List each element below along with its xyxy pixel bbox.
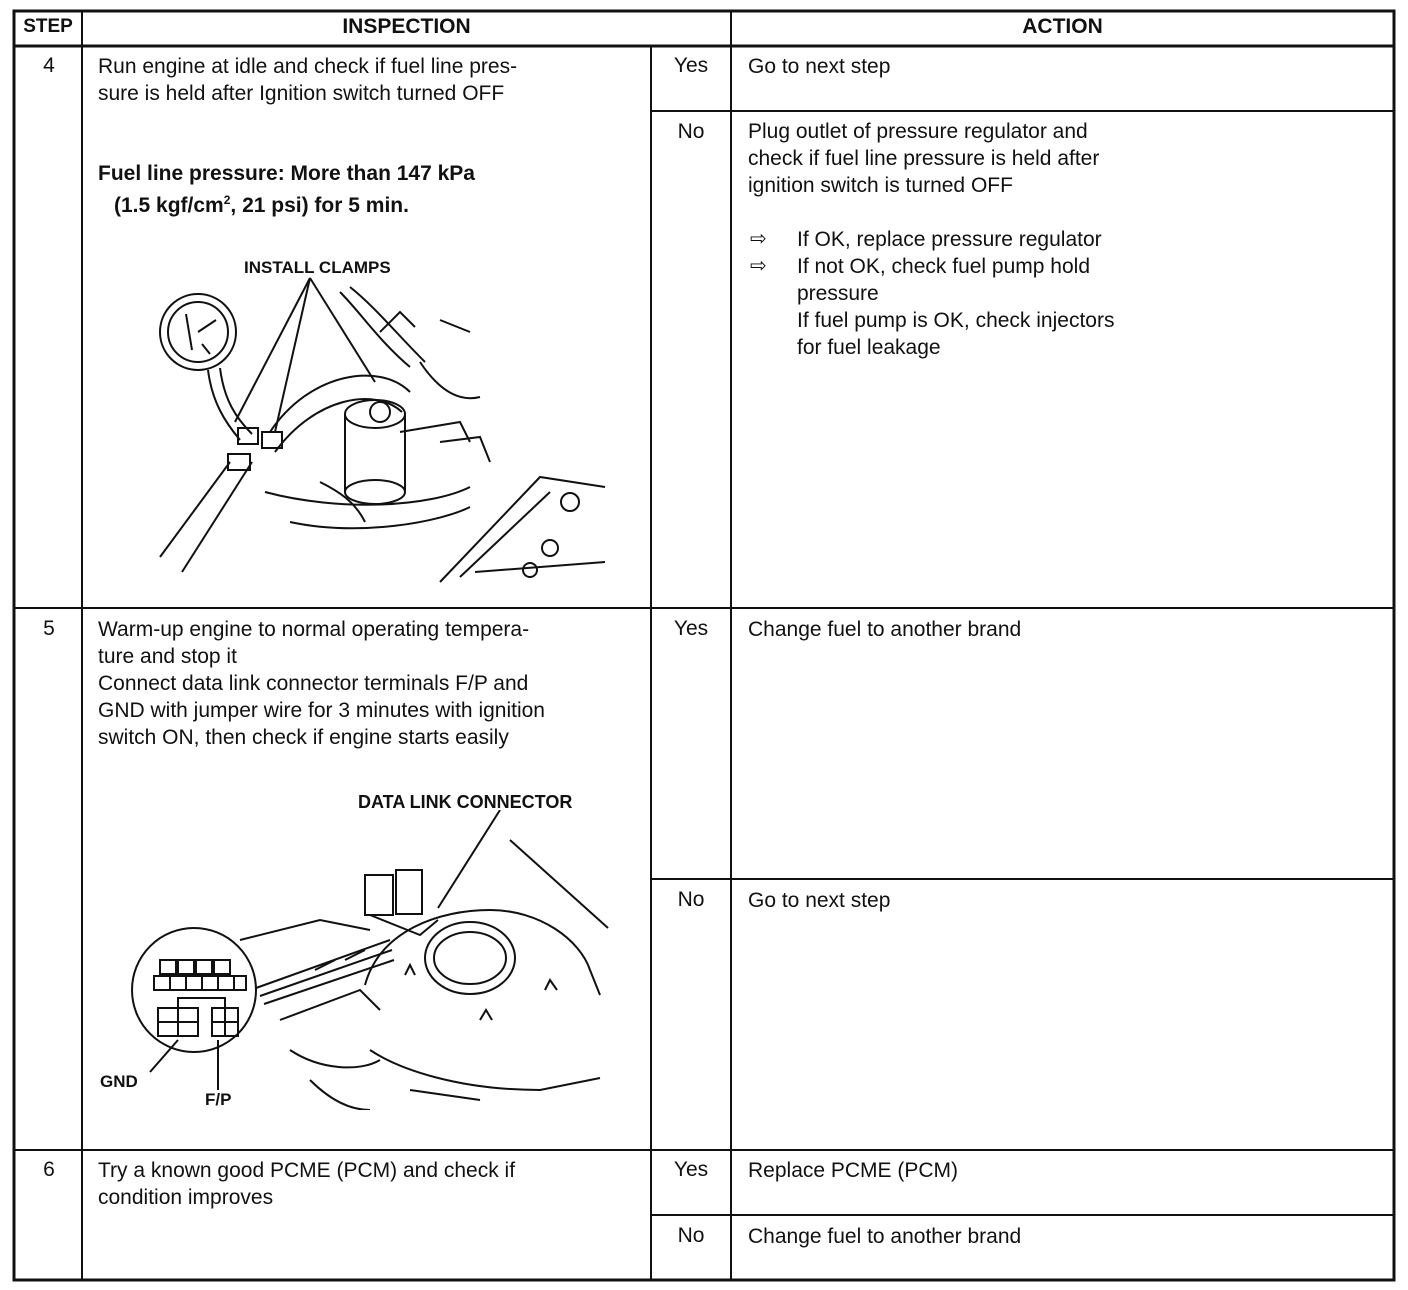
step-number: 6 bbox=[43, 1158, 55, 1181]
arrow-icon: ⇨ bbox=[750, 255, 767, 277]
arrow-icon: ⇨ bbox=[750, 228, 767, 250]
no-action-line: Plug outlet of pressure regulator and bbox=[748, 120, 1088, 143]
no-action: Go to next step bbox=[748, 889, 891, 912]
data-link-connector-illustration bbox=[120, 810, 620, 1110]
yes-action: Change fuel to another brand bbox=[748, 618, 1022, 641]
no-action-line: check if fuel line pressure is held after bbox=[748, 147, 1100, 170]
inspection-line: Try a known good PCME (PCM) and check if bbox=[98, 1159, 516, 1182]
figure-label-fp: F/P bbox=[205, 1090, 232, 1109]
yes-label: Yes bbox=[673, 1158, 709, 1181]
step-number: 5 bbox=[43, 617, 55, 640]
step-number: 4 bbox=[43, 54, 55, 77]
yes-label: Yes bbox=[673, 54, 709, 77]
header-inspection: INSPECTION bbox=[342, 15, 471, 38]
header-step: STEP bbox=[23, 16, 73, 37]
inspection-line: Connect data link connector terminals F/P and bbox=[98, 672, 529, 695]
spec-unit-suffix: , 21 psi) for 5 min. bbox=[230, 194, 409, 217]
inspection-line: sure is held after Ignition switch turned OFF bbox=[98, 82, 505, 105]
spec-unit-prefix: (1.5 kgf/cm bbox=[114, 194, 224, 217]
figure-label-gnd: GND bbox=[100, 1072, 138, 1091]
spec-superscript: 2 bbox=[223, 193, 231, 207]
no-label: No bbox=[677, 1224, 705, 1247]
no-label: No bbox=[677, 120, 705, 143]
inspection-line: GND with jumper wire for 3 minutes with ignition bbox=[98, 699, 545, 722]
bullet-line: for fuel leakage bbox=[797, 336, 941, 359]
inspection-line: Warm-up engine to normal operating tempera- bbox=[98, 618, 530, 641]
pressure-spec-line2 bbox=[114, 187, 409, 219]
bullet-line: If OK, replace pressure regulator bbox=[797, 228, 1102, 251]
fuel-pressure-gauge-illustration bbox=[140, 272, 610, 602]
figure-label-install-clamps: INSTALL CLAMPS bbox=[244, 258, 391, 277]
inspection-line: ture and stop it bbox=[98, 645, 237, 668]
inspection-line: condition improves bbox=[98, 1186, 274, 1209]
bullet-line: pressure bbox=[797, 282, 879, 305]
inspection-line: switch ON, then check if engine starts easily bbox=[98, 726, 509, 749]
no-label: No bbox=[677, 888, 705, 911]
yes-action: Replace PCME (PCM) bbox=[748, 1159, 959, 1182]
pressure-spec-line1: Fuel line pressure: More than 147 kPa bbox=[98, 162, 475, 185]
inspection-line: Run engine at idle and check if fuel line pres- bbox=[98, 55, 518, 78]
bullet-line: If fuel pump is OK, check injectors bbox=[797, 309, 1115, 332]
header-action: ACTION bbox=[1022, 15, 1103, 38]
no-action: Change fuel to another brand bbox=[748, 1225, 1022, 1248]
bullet-line: If not OK, check fuel pump hold bbox=[797, 255, 1090, 278]
no-action-line: ignition switch is turned OFF bbox=[748, 174, 1013, 197]
yes-label: Yes bbox=[673, 617, 709, 640]
figure-label-data-link-connector: DATA LINK CONNECTOR bbox=[358, 792, 573, 812]
yes-action: Go to next step bbox=[748, 55, 891, 78]
